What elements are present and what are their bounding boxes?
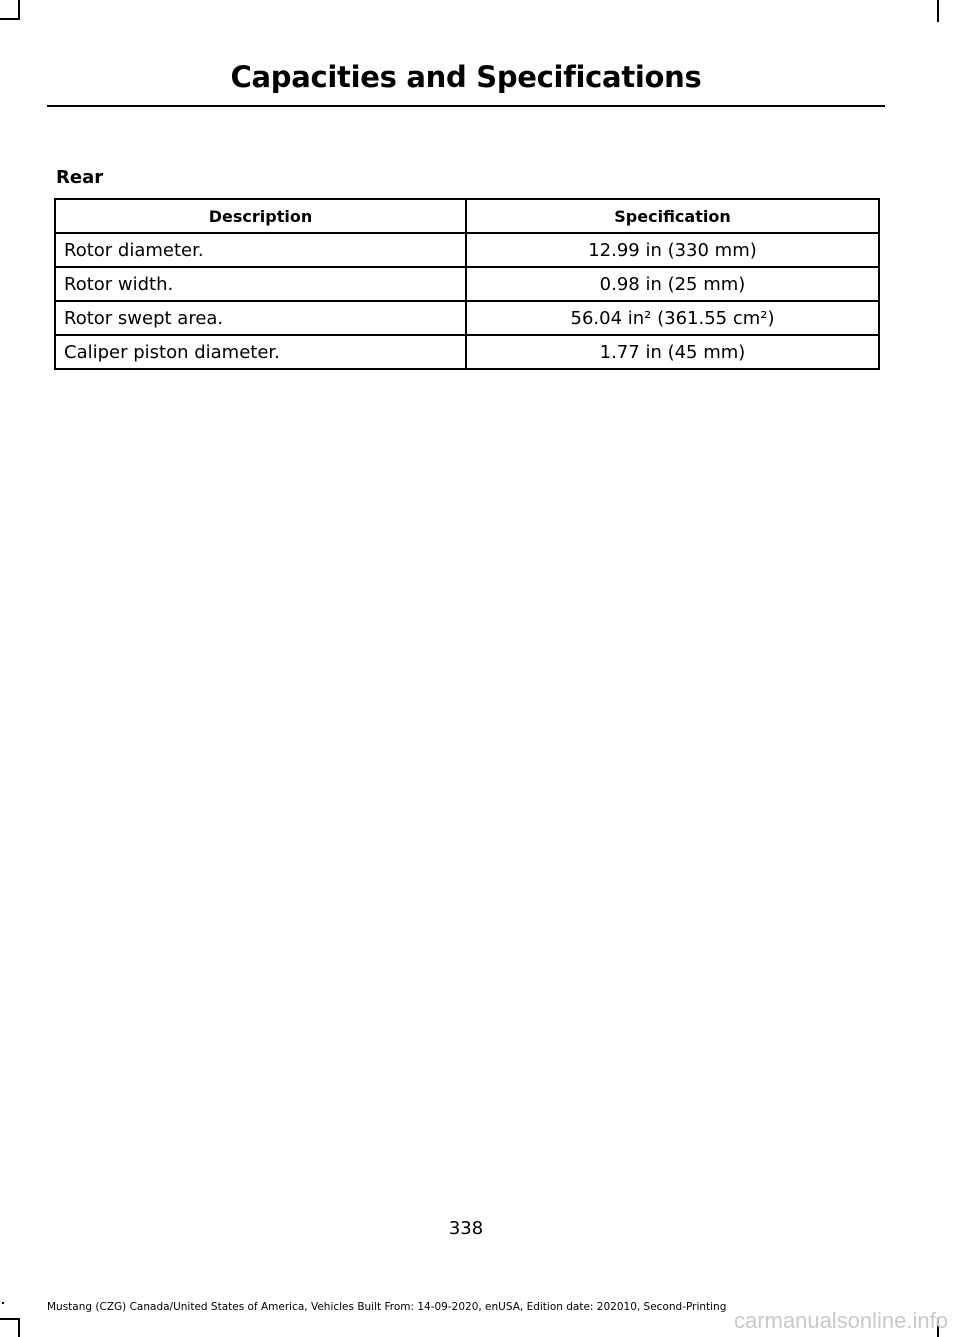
title-divider <box>47 105 885 107</box>
table-row <box>55 233 879 267</box>
crop-mark <box>937 0 939 22</box>
page-number: 338 <box>448 1218 484 1239</box>
crop-mark <box>0 1318 18 1320</box>
description-cell: Caliper piston diameter. <box>55 335 466 369</box>
specification-cell: 12.99 in (330 mm) <box>466 233 879 267</box>
description-cell: Rotor diameter. <box>55 233 466 267</box>
crop-mark <box>18 1318 20 1337</box>
table-row <box>55 301 879 335</box>
specification-cell: 0.98 in (25 mm) <box>466 267 879 301</box>
table-header-row <box>55 199 879 233</box>
crop-mark <box>0 18 18 20</box>
description-cell: Rotor width. <box>55 267 466 301</box>
section-heading: Rear <box>56 167 104 188</box>
crop-mark <box>18 0 20 20</box>
specification-cell: 1.77 in (45 mm) <box>466 335 879 369</box>
page-title: Capacities and Specifications <box>230 60 702 94</box>
crop-mark <box>2 1302 4 1304</box>
column-header-specification: Specification <box>466 199 879 233</box>
watermark: carmanualsonline.info <box>733 1308 948 1333</box>
specification-cell: 56.04 in² (361.55 cm²) <box>466 301 879 335</box>
specification-table <box>54 198 880 370</box>
description-cell: Rotor swept area. <box>55 301 466 335</box>
column-header-description: Description <box>55 199 466 233</box>
table-row <box>55 267 879 301</box>
table-row <box>55 335 879 369</box>
footer-text: Mustang (CZG) Canada/United States of America, Vehicles Built From: 14-09-2020, enUSA, Edition date: 202010, Second-Printing <box>47 1301 727 1313</box>
